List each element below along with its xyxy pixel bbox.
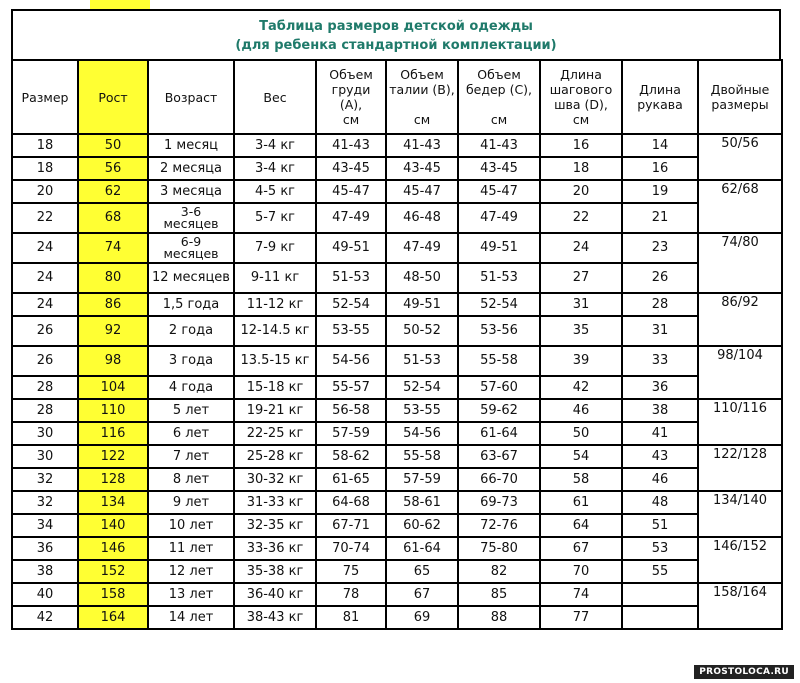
header-chest-line: см xyxy=(342,112,360,127)
table-row xyxy=(12,157,782,180)
cell-chest: 56-58 xyxy=(316,399,386,422)
cell-sleeve: 51 xyxy=(622,514,698,537)
cell-chest: 58-62 xyxy=(316,445,386,468)
cell-chest: 57-59 xyxy=(316,422,386,445)
cell-age: 10 лет xyxy=(148,514,234,537)
cell-size: 18 xyxy=(12,157,78,180)
cell-size: 30 xyxy=(12,445,78,468)
cell-waist: 52-54 xyxy=(386,376,458,399)
cell-double-size: 158/164 xyxy=(698,583,782,629)
cell-waist: 48-50 xyxy=(386,263,458,293)
cell-waist: 47-49 xyxy=(386,233,458,263)
cell-chest: 52-54 xyxy=(316,293,386,316)
table-row xyxy=(12,399,782,422)
cell-double-size: 86/92 xyxy=(698,293,782,346)
cell-age: 9 лет xyxy=(148,491,234,514)
table-row xyxy=(12,422,782,445)
cell-waist: 57-59 xyxy=(386,468,458,491)
header-waist-line: см xyxy=(413,112,431,127)
cell-size: 40 xyxy=(12,583,78,606)
cell-chest: 61-65 xyxy=(316,468,386,491)
cell-age: 1 месяц xyxy=(148,134,234,157)
cell-waist: 58-61 xyxy=(386,491,458,514)
cell-sleeve: 14 xyxy=(622,134,698,157)
cell-hips: 53-56 xyxy=(458,316,540,346)
header-sleeve-line: Длина xyxy=(639,82,681,97)
cell-hips: 66-70 xyxy=(458,468,540,491)
cell-size: 24 xyxy=(12,263,78,293)
cell-height: 152 xyxy=(78,560,148,583)
header-inseam-line: шва (D), xyxy=(554,97,608,112)
cell-weight: 13.5-15 кг xyxy=(234,346,316,376)
age-part: 3-6 xyxy=(180,204,202,219)
cell-size: 30 xyxy=(12,422,78,445)
cell-inseam: 16 xyxy=(540,134,622,157)
cell-age: 11 лет xyxy=(148,537,234,560)
header-weight: Вес xyxy=(234,60,316,134)
cell-sleeve: 26 xyxy=(622,263,698,293)
cell-sleeve: 53 xyxy=(622,537,698,560)
cell-height: 92 xyxy=(78,316,148,346)
size-table xyxy=(11,59,783,630)
cell-hips: 88 xyxy=(458,606,540,629)
age-part: 6-9 xyxy=(180,234,202,249)
cell-waist: 51-53 xyxy=(386,346,458,376)
header-double-line: Двойные xyxy=(710,82,770,97)
cell-height: 128 xyxy=(78,468,148,491)
header-height: Рост xyxy=(78,60,148,134)
cell-waist: 69 xyxy=(386,606,458,629)
cell-sleeve: 23 xyxy=(622,233,698,263)
table-row xyxy=(12,491,782,514)
cell-height: 110 xyxy=(78,399,148,422)
cell-height: 68 xyxy=(78,203,148,233)
cell-hips: 55-58 xyxy=(458,346,540,376)
cell-inseam: 27 xyxy=(540,263,622,293)
cell-sleeve: 48 xyxy=(622,491,698,514)
cell-sleeve: 36 xyxy=(622,376,698,399)
cell-weight: 32-35 кг xyxy=(234,514,316,537)
cell-size: 42 xyxy=(12,606,78,629)
cell-sleeve: 21 xyxy=(622,203,698,233)
cell-age: 2 года xyxy=(148,316,234,346)
cell-waist: 67 xyxy=(386,583,458,606)
header-age: Возраст xyxy=(148,60,234,134)
header-hips-line: см xyxy=(490,112,508,127)
cell-double-size: 98/104 xyxy=(698,346,782,399)
cell-inseam: 35 xyxy=(540,316,622,346)
header-double-line: размеры xyxy=(711,97,769,112)
table-row xyxy=(12,560,782,583)
cell-height: 146 xyxy=(78,537,148,560)
cell-double-size: 146/152 xyxy=(698,537,782,583)
cell-sleeve: 38 xyxy=(622,399,698,422)
cell-age: 13 лет xyxy=(148,583,234,606)
header-inseam xyxy=(540,60,622,134)
cell-waist: 65 xyxy=(386,560,458,583)
cell-age: 8 лет xyxy=(148,468,234,491)
cell-chest: 41-43 xyxy=(316,134,386,157)
cell-height: 104 xyxy=(78,376,148,399)
cell-height: 116 xyxy=(78,422,148,445)
cell-waist: 46-48 xyxy=(386,203,458,233)
cell-hips: 57-60 xyxy=(458,376,540,399)
header-chest-line: груди xyxy=(331,82,371,97)
cell-weight: 15-18 кг xyxy=(234,376,316,399)
cell-inseam: 61 xyxy=(540,491,622,514)
header-hips-line: бедер (С), xyxy=(465,82,533,97)
header-chest xyxy=(316,60,386,134)
cell-inseam: 67 xyxy=(540,537,622,560)
cell-hips: 45-47 xyxy=(458,180,540,203)
cell-age: 5 лет xyxy=(148,399,234,422)
cell-size: 24 xyxy=(12,233,78,263)
cell-waist: 60-62 xyxy=(386,514,458,537)
cell-sleeve: 19 xyxy=(622,180,698,203)
title-line-1: Таблица размеров детской одежды xyxy=(259,19,533,34)
size-chart xyxy=(11,9,781,630)
cell-sleeve: 33 xyxy=(622,346,698,376)
cell-weight: 3-4 кг xyxy=(234,157,316,180)
cell-sleeve xyxy=(622,583,698,606)
cell-inseam: 77 xyxy=(540,606,622,629)
cell-size: 36 xyxy=(12,537,78,560)
cell-chest: 70-74 xyxy=(316,537,386,560)
cell-inseam: 20 xyxy=(540,180,622,203)
cell-size: 32 xyxy=(12,468,78,491)
cell-waist: 61-64 xyxy=(386,537,458,560)
cell-inseam: 18 xyxy=(540,157,622,180)
cell-size: 26 xyxy=(12,346,78,376)
cell-height: 50 xyxy=(78,134,148,157)
cell-sleeve: 28 xyxy=(622,293,698,316)
table-row xyxy=(12,583,782,606)
cell-weight: 9-11 кг xyxy=(234,263,316,293)
cell-weight: 4-5 кг xyxy=(234,180,316,203)
age-part: месяцев xyxy=(163,246,219,261)
cell-height: 56 xyxy=(78,157,148,180)
cell-size: 18 xyxy=(12,134,78,157)
header-chest-line: Объем xyxy=(329,67,373,82)
cell-weight: 12-14.5 кг xyxy=(234,316,316,346)
cell-double-size: 110/116 xyxy=(698,399,782,445)
cell-hips: 75-80 xyxy=(458,537,540,560)
cell-waist: 49-51 xyxy=(386,293,458,316)
cell-age: 12 месяцев xyxy=(148,263,234,293)
highlight-strip xyxy=(90,0,150,9)
header-waist xyxy=(386,60,458,134)
table-row xyxy=(12,445,782,468)
table-body xyxy=(12,134,782,629)
cell-height: 86 xyxy=(78,293,148,316)
cell-age: 1,5 года xyxy=(148,293,234,316)
cell-size: 24 xyxy=(12,293,78,316)
cell-weight: 5-7 кг xyxy=(234,203,316,233)
cell-sleeve: 55 xyxy=(622,560,698,583)
table-row xyxy=(12,134,782,157)
table-row xyxy=(12,203,782,233)
cell-hips: 69-73 xyxy=(458,491,540,514)
cell-height: 158 xyxy=(78,583,148,606)
cell-waist: 54-56 xyxy=(386,422,458,445)
cell-inseam: 50 xyxy=(540,422,622,445)
cell-age xyxy=(148,233,234,263)
header-sleeve xyxy=(622,60,698,134)
cell-hips: 47-49 xyxy=(458,203,540,233)
cell-chest: 81 xyxy=(316,606,386,629)
cell-waist: 43-45 xyxy=(386,157,458,180)
cell-sleeve: 31 xyxy=(622,316,698,346)
cell-hips: 72-76 xyxy=(458,514,540,537)
cell-waist: 45-47 xyxy=(386,180,458,203)
header-waist-line: талии (В), xyxy=(389,82,455,97)
cell-height: 98 xyxy=(78,346,148,376)
cell-chest: 78 xyxy=(316,583,386,606)
cell-double-size: 62/68 xyxy=(698,180,782,233)
table-title xyxy=(11,9,781,59)
cell-hips: 49-51 xyxy=(458,233,540,263)
table-row xyxy=(12,233,782,263)
header-waist-line: Объем xyxy=(400,67,444,82)
table-row xyxy=(12,514,782,537)
cell-size: 26 xyxy=(12,316,78,346)
header-hips xyxy=(458,60,540,134)
cell-inseam: 31 xyxy=(540,293,622,316)
cell-size: 28 xyxy=(12,376,78,399)
cell-size: 22 xyxy=(12,203,78,233)
cell-chest: 51-53 xyxy=(316,263,386,293)
cell-sleeve: 41 xyxy=(622,422,698,445)
table-row xyxy=(12,293,782,316)
cell-weight: 30-32 кг xyxy=(234,468,316,491)
cell-hips: 59-62 xyxy=(458,399,540,422)
cell-weight: 36-40 кг xyxy=(234,583,316,606)
cell-weight: 25-28 кг xyxy=(234,445,316,468)
cell-age: 3 года xyxy=(148,346,234,376)
cell-size: 38 xyxy=(12,560,78,583)
cell-waist: 55-58 xyxy=(386,445,458,468)
cell-age: 3 месяца xyxy=(148,180,234,203)
title-line-2: (для ребенка стандартной комплектации) xyxy=(235,38,557,53)
table-row xyxy=(12,180,782,203)
cell-height: 140 xyxy=(78,514,148,537)
cell-size: 20 xyxy=(12,180,78,203)
cell-double-size: 50/56 xyxy=(698,134,782,180)
cell-double-size: 122/128 xyxy=(698,445,782,491)
cell-hips: 41-43 xyxy=(458,134,540,157)
cell-inseam: 58 xyxy=(540,468,622,491)
cell-weight: 38-43 кг xyxy=(234,606,316,629)
cell-height: 80 xyxy=(78,263,148,293)
cell-inseam: 54 xyxy=(540,445,622,468)
cell-inseam: 70 xyxy=(540,560,622,583)
cell-age: 7 лет xyxy=(148,445,234,468)
cell-inseam: 42 xyxy=(540,376,622,399)
cell-sleeve: 43 xyxy=(622,445,698,468)
table-row xyxy=(12,316,782,346)
cell-height: 164 xyxy=(78,606,148,629)
cell-height: 134 xyxy=(78,491,148,514)
cell-chest: 64-68 xyxy=(316,491,386,514)
cell-weight: 7-9 кг xyxy=(234,233,316,263)
cell-age: 12 лет xyxy=(148,560,234,583)
cell-chest: 47-49 xyxy=(316,203,386,233)
cell-weight: 35-38 кг xyxy=(234,560,316,583)
cell-weight: 11-12 кг xyxy=(234,293,316,316)
cell-age: 4 года xyxy=(148,376,234,399)
cell-height: 62 xyxy=(78,180,148,203)
cell-chest: 45-47 xyxy=(316,180,386,203)
cell-height: 74 xyxy=(78,233,148,263)
cell-hips: 52-54 xyxy=(458,293,540,316)
cell-weight: 31-33 кг xyxy=(234,491,316,514)
table-row xyxy=(12,376,782,399)
cell-inseam: 39 xyxy=(540,346,622,376)
cell-waist: 53-55 xyxy=(386,399,458,422)
cell-hips: 61-64 xyxy=(458,422,540,445)
table-row xyxy=(12,606,782,629)
cell-inseam: 64 xyxy=(540,514,622,537)
cell-hips: 63-67 xyxy=(458,445,540,468)
cell-waist: 50-52 xyxy=(386,316,458,346)
table-row xyxy=(12,263,782,293)
cell-inseam: 74 xyxy=(540,583,622,606)
cell-hips: 85 xyxy=(458,583,540,606)
cell-weight: 3-4 кг xyxy=(234,134,316,157)
table-row xyxy=(12,346,782,376)
header-inseam-line: Длина xyxy=(560,67,602,82)
cell-sleeve: 46 xyxy=(622,468,698,491)
cell-chest: 43-45 xyxy=(316,157,386,180)
table-row xyxy=(12,537,782,560)
cell-size: 34 xyxy=(12,514,78,537)
cell-weight: 22-25 кг xyxy=(234,422,316,445)
cell-chest: 53-55 xyxy=(316,316,386,346)
cell-weight: 33-36 кг xyxy=(234,537,316,560)
cell-hips: 82 xyxy=(458,560,540,583)
header-hips-line: Объем xyxy=(477,67,521,82)
cell-inseam: 24 xyxy=(540,233,622,263)
cell-sleeve xyxy=(622,606,698,629)
cell-age xyxy=(148,203,234,233)
cell-age: 6 лет xyxy=(148,422,234,445)
cell-sleeve: 16 xyxy=(622,157,698,180)
cell-chest: 67-71 xyxy=(316,514,386,537)
cell-inseam: 22 xyxy=(540,203,622,233)
header-inseam-line: шагового xyxy=(549,82,613,97)
cell-size: 28 xyxy=(12,399,78,422)
cell-double-size: 134/140 xyxy=(698,491,782,537)
cell-age: 14 лет xyxy=(148,606,234,629)
cell-hips: 43-45 xyxy=(458,157,540,180)
age-part: месяцев xyxy=(163,216,219,231)
cell-inseam: 46 xyxy=(540,399,622,422)
cell-double-size: 74/80 xyxy=(698,233,782,293)
header-sleeve-line: рукава xyxy=(637,97,683,112)
header-double xyxy=(698,60,782,134)
cell-size: 32 xyxy=(12,491,78,514)
cell-hips: 51-53 xyxy=(458,263,540,293)
cell-chest: 75 xyxy=(316,560,386,583)
header-size: Размер xyxy=(12,60,78,134)
cell-chest: 54-56 xyxy=(316,346,386,376)
cell-age: 2 месяца xyxy=(148,157,234,180)
table-row xyxy=(12,468,782,491)
header-inseam-line: см xyxy=(572,112,590,127)
cell-height: 122 xyxy=(78,445,148,468)
cell-waist: 41-43 xyxy=(386,134,458,157)
cell-chest: 55-57 xyxy=(316,376,386,399)
header-row xyxy=(12,60,782,134)
header-chest-line: (А), xyxy=(339,97,363,112)
cell-weight: 19-21 кг xyxy=(234,399,316,422)
cell-chest: 49-51 xyxy=(316,233,386,263)
watermark: PROSTOLOCA.RU xyxy=(694,665,794,679)
